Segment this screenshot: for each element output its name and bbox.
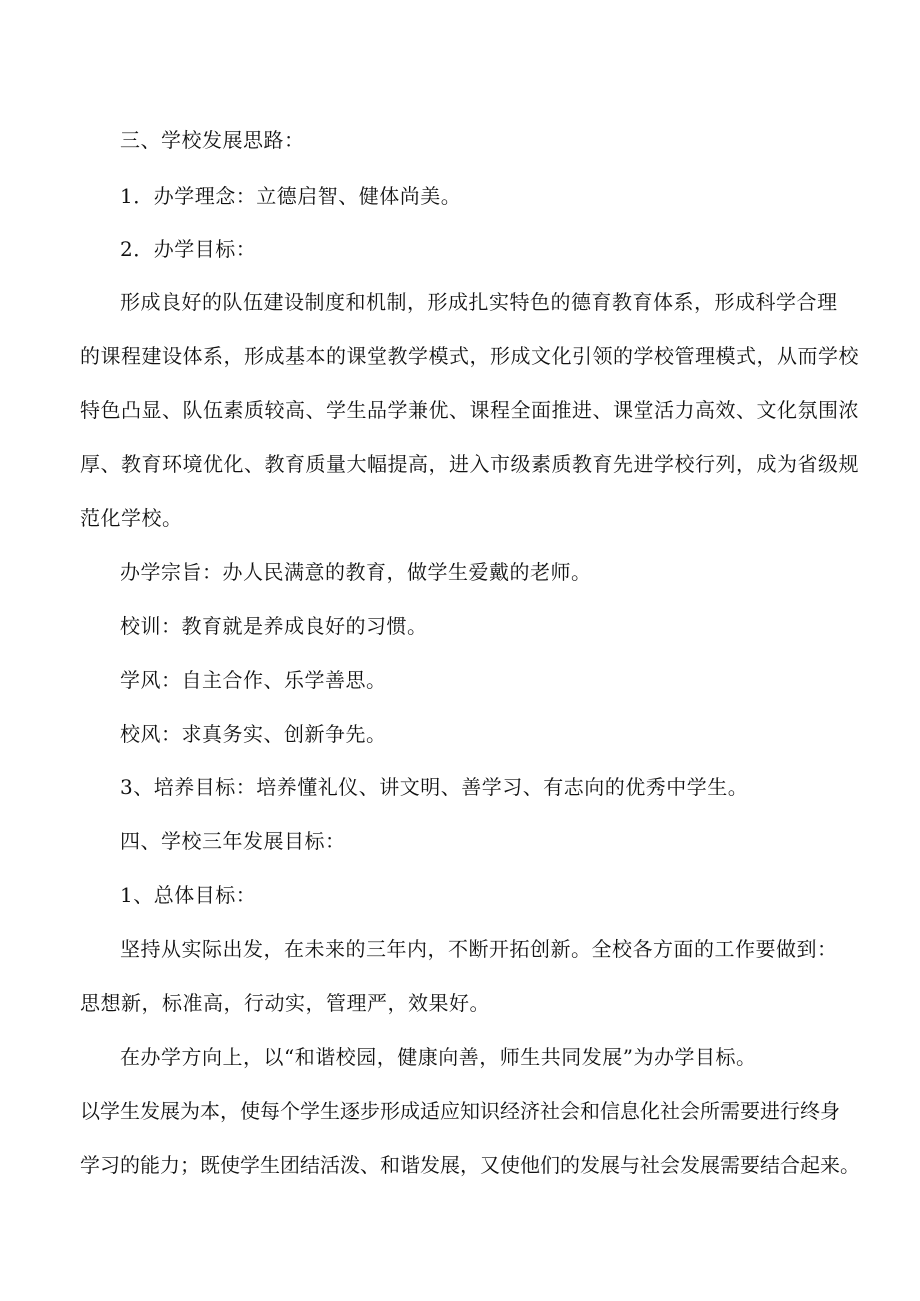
item-1-philosophy: 1．办学理念：立德启智、健体尚美。 — [120, 184, 462, 208]
direction-line: 在办学方向上，以“和谐校园，健康向善，师生共同发展”为办学目标。 — [120, 1045, 757, 1069]
final-paragraph-line-2: 学习的能力；既使学生团结活泼、和谐发展，又使他们的发展与社会发展需要结合起来。 — [80, 1153, 860, 1177]
goal-paragraph-line-1: 形成良好的队伍建设制度和机制，形成扎实特色的德育教育体系，形成科学合理 — [120, 290, 838, 314]
school-style: 校风：求真务实、创新争先。 — [120, 722, 387, 746]
final-paragraph-line-1: 以学生发展为本，使每个学生逐步形成适应知识经济社会和信息化社会所需要进行终身 — [80, 1099, 840, 1123]
section-4-heading: 四、学校三年发展目标： — [120, 829, 346, 853]
goal-paragraph-line-2: 的课程建设体系，形成基本的课堂教学模式，形成文化引领的学校管理模式，从而学校 — [80, 344, 859, 368]
section-3-heading: 三、学校发展思路： — [120, 128, 305, 152]
overall-paragraph-line-1: 坚持从实际出发，在未来的三年内，不断开拓创新。全校各方面的工作要做到： — [120, 937, 838, 961]
school-purpose: 办学宗旨：办人民满意的教育，做学生爱戴的老师。 — [120, 560, 592, 584]
goal-paragraph-line-5: 范化学校。 — [80, 506, 183, 530]
study-style: 学风：自主合作、乐学善思。 — [120, 668, 387, 692]
school-motto: 校训：教育就是养成良好的习惯。 — [120, 614, 428, 638]
goal-paragraph-line-4: 厚、教育环境优化、教育质量大幅提高，进入市级素质教育先进学校行列，成为省级规 — [80, 452, 859, 476]
overall-goal-heading: 1、总体目标： — [120, 883, 257, 907]
overall-paragraph-line-2: 思想新，标准高，行动实，管理严，效果好。 — [80, 991, 490, 1015]
item-2-goal-heading: 2．办学目标： — [120, 237, 257, 261]
goal-paragraph-line-3: 特色凸显、队伍素质较高、学生品学兼优、课程全面推进、课堂活力高效、文化氛围浓 — [80, 398, 859, 422]
item-3-training-goal: 3、培养目标：培养懂礼仪、讲文明、善学习、有志向的优秀中学生。 — [120, 775, 749, 799]
